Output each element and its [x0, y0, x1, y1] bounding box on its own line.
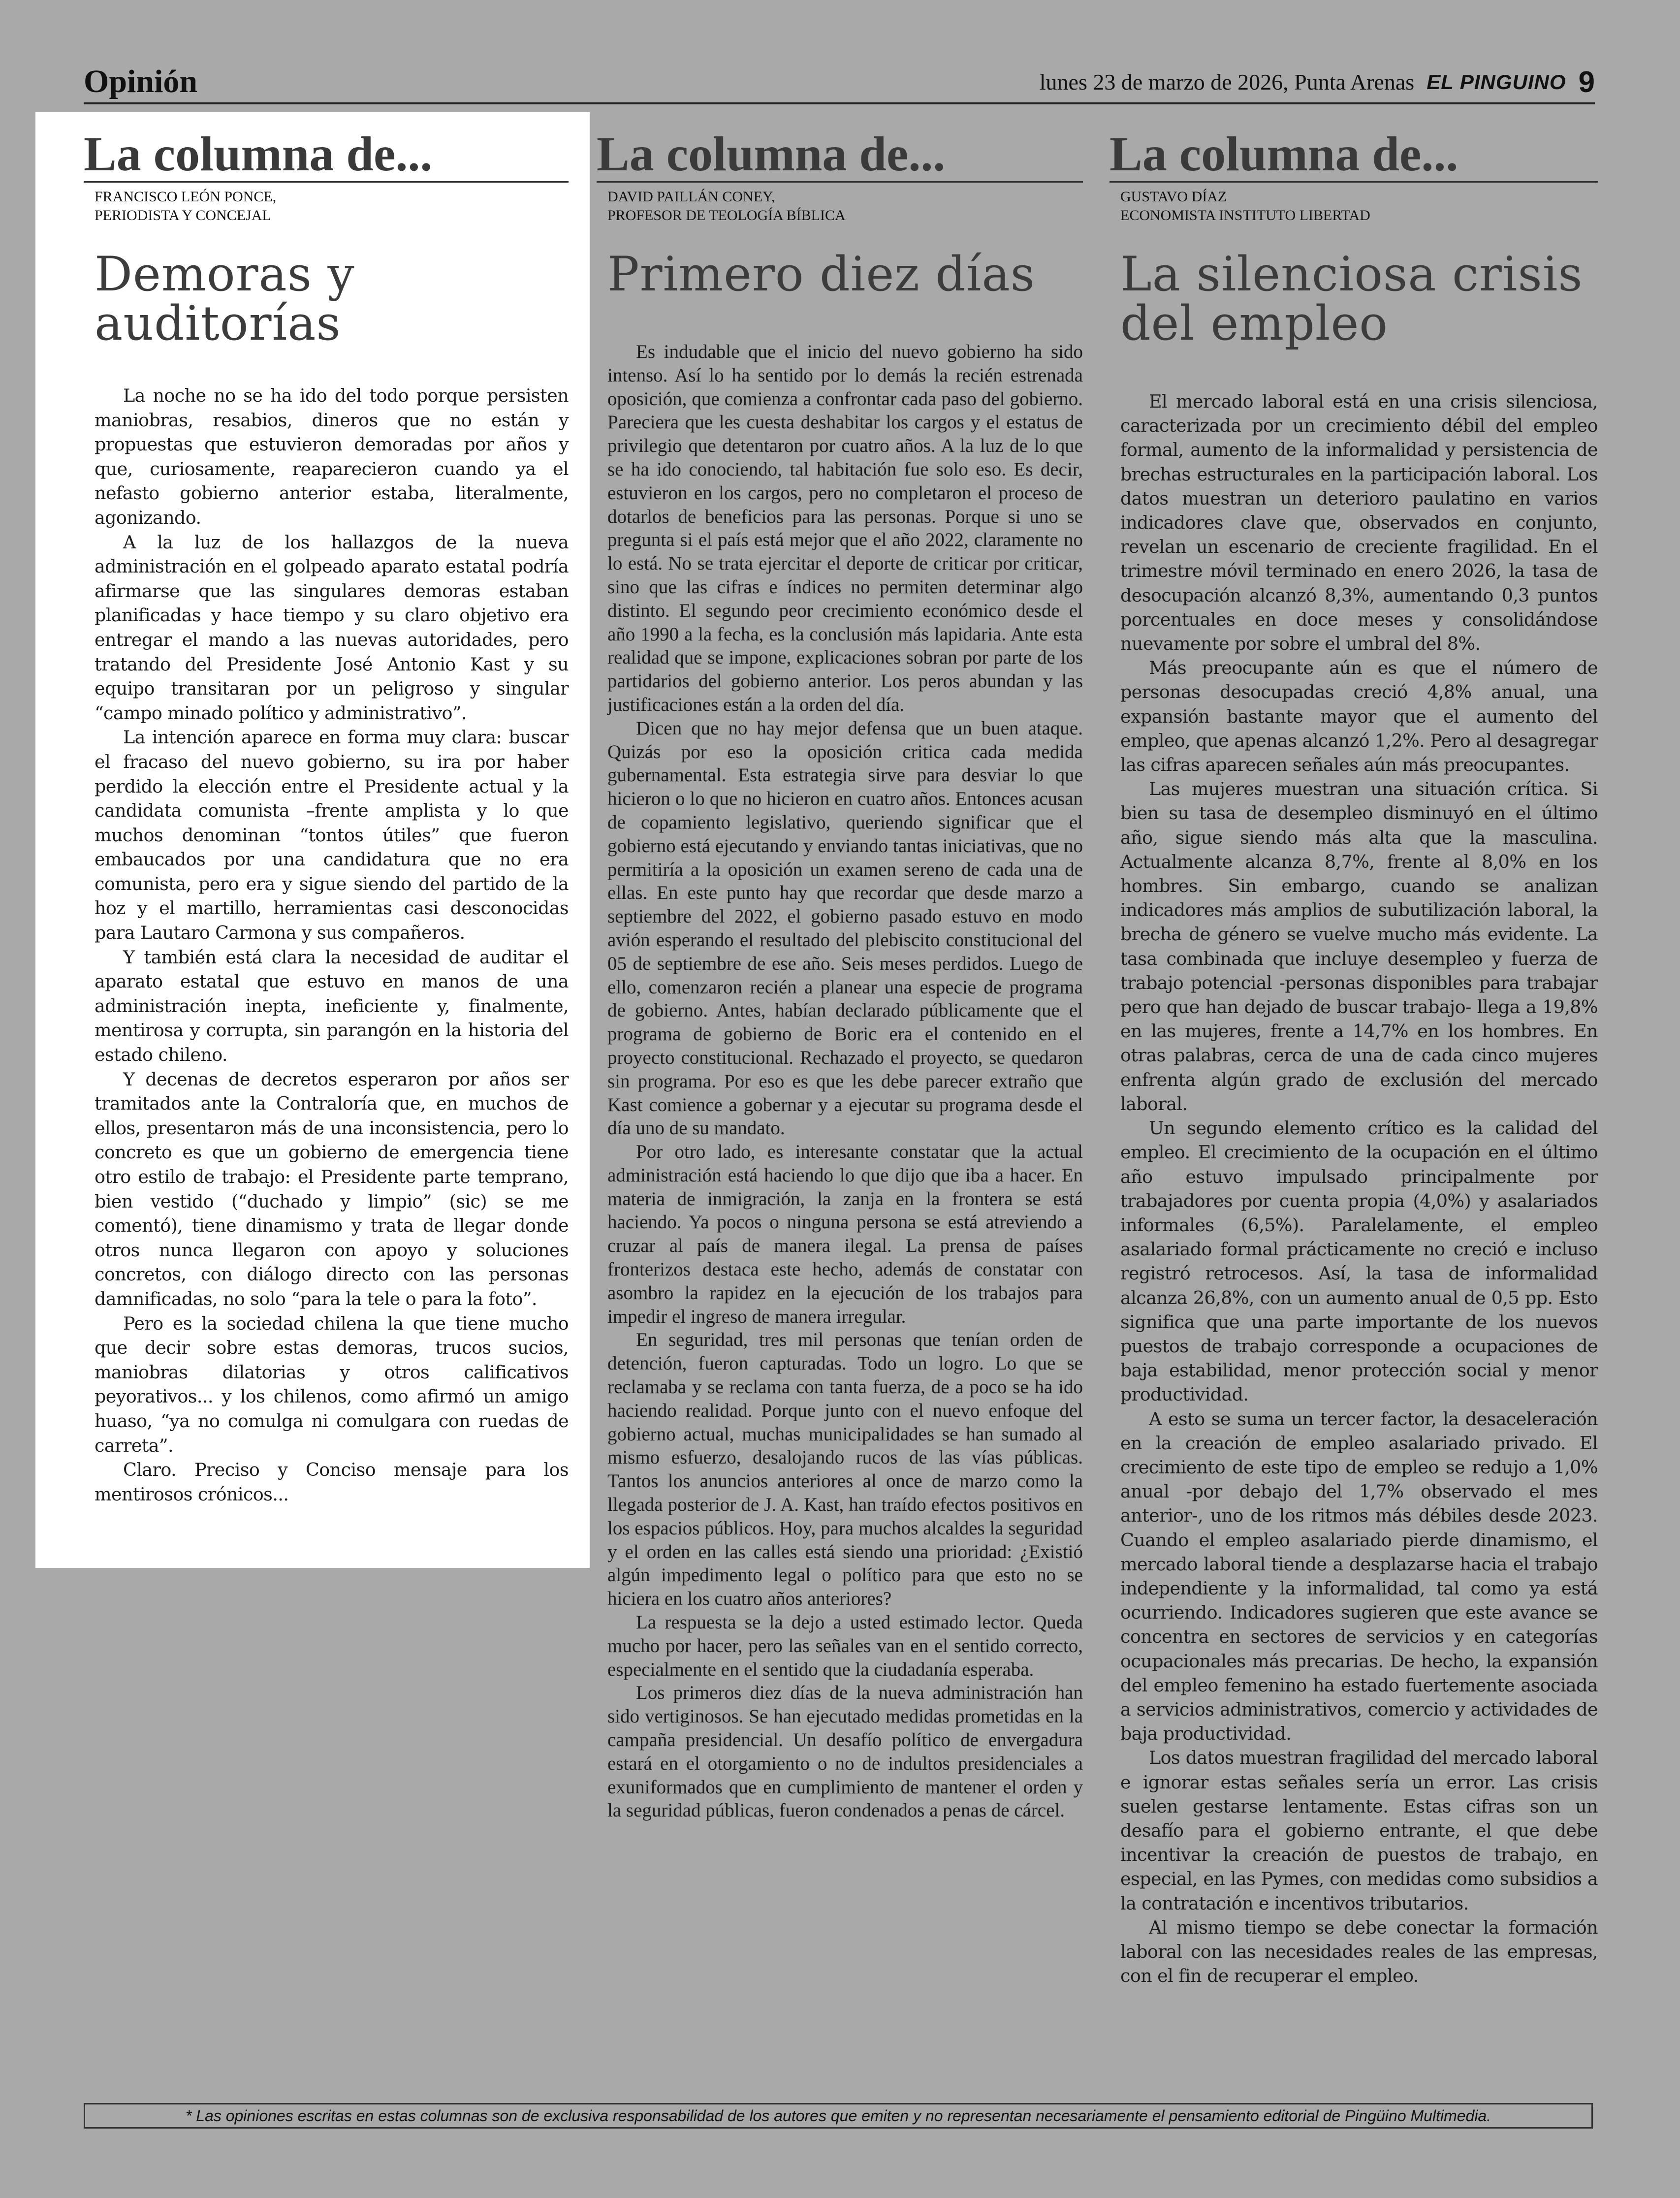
article-body — [1120, 389, 1598, 1988]
article-title: Demoras y auditorías — [95, 247, 355, 351]
paragraph: Más preocupante aún es que el número de personas desocupadas creció 4,8% anual, una expansión bastante mayor que el aumento del empleo, que apenas alcanzó 1,2%. Pero al desagregar las cifras aparecen señales aún más preocupantes. — [1120, 657, 1598, 776]
paragraph: Claro. Preciso y Conciso mensaje para los mentirosos crónicos... — [95, 1459, 569, 1505]
column-1 — [84, 127, 569, 1506]
author-role: PERIODISTA Y CONCEJAL — [95, 207, 271, 223]
paragraph: Al mismo tiempo se debe conectar la formación laboral con las necesidades reales de las empresas, con el fin de recuperar el empleo. — [1120, 1916, 1598, 1987]
paragraph: A esto se suma un tercer factor, la desaceleración en la creación de empleo asalariado privado. El crecimiento de este tipo de empleo se redujo a 1,0% anual -por debajo del 1,7% observado el mes anterior-, uno de los ritmos más débiles desde 2023. Cuando el empleo asalariado pierde dinamismo, el mercado laboral tiende a desplazarse hacia el trabajo independiente y la informalidad, tal como ya está ocurriendo. Indicadores sugieren que este avance se concentra en sectores de servicios y en categorías ocupacionales más precarias. De hecho, la expansión del empleo femenino ha estado fuertemente asociada a servicios administrativos, comercio y actividades de baja productividad. — [1120, 1408, 1598, 1745]
paragraph: El mercado laboral está en una crisis silenciosa, caracterizada por un crecimiento débil del empleo formal, aumento de la informalidad y persistencia de brechas estructurales en la participación laboral. Los datos muestran un deterioro paulatino en varios indicadores clave que, observados en conjunto, revelan un escenario de creciente fragilidad. En el trimestre móvil terminado en enero 2026, la tasa de desocupación alcanzó 8,3%, aumentando 0,3 puntos porcentuales en doce meses y consolidándose nuevamente por sobre el umbral del 8%. — [1120, 391, 1598, 655]
column-3 — [1109, 127, 1598, 1988]
paragraph: Los primeros diez días de la nueva administración han sido vertiginosos. Se han ejecutado medidas prometidas en la campaña presidencial. Un desafío político de envergadura estará en el otorgamiento o no de indultos presidenciales a exuniformados que en cumplimiento de mantener el orden y la seguridad públicas, fueron condenados a penas de cárcel. — [607, 1682, 1083, 1821]
header-info — [1040, 65, 1595, 99]
author-name: DAVID PAILLÁN CONEY, — [607, 189, 775, 205]
article-body — [95, 383, 569, 1506]
paragraph: Las mujeres muestran una situación crítica. Si bien su tasa de desempleo disminuyó en el último año, sigue siendo más alta que la masculina. Actualmente alcanza 8,7%, frente al 8,0% en los hombres. Sin embargo, cuando se analizan indicadores más amplios de subutilización laboral, la brecha de género se vuelve mucho más evidente. La tasa combinada que incluye desempleo y fuerza de trabajo potencial -personas disponibles para trabajar pero que han dejado de buscar trabajo- llega a 19,8% en las mujeres, frente a 14,7% en los hombres. En otras palabras, cerca de una de cada cinco mujeres enfrenta algún grado de exclusión del mercado laboral. — [1120, 778, 1598, 1115]
disclaimer-footer: * Las opiniones escritas en estas columnas son de exclusiva responsabilidad de los autores que emiten y no representan necesariamente el pensamiento editorial de Pingüino Multimedia. — [84, 2103, 1593, 2129]
author-role: PROFESOR DE TEOLOGÍA BÍBLICA — [607, 207, 846, 223]
author-name: FRANCISCO LEÓN PONCE, — [95, 189, 277, 205]
author-name: GUSTAVO DÍAZ — [1120, 189, 1227, 205]
column-header: La columna de... — [84, 127, 569, 183]
section-name: Opinión — [84, 64, 198, 99]
paragraph: Los datos muestran fragilidad del mercado laboral e ignorar estas señales sería un error. Las crisis suelen gestarse lentamente. Estas cifras son un desafío para el gobierno entrante, el que debe incentivar la creación de puestos de trabajo, en especial, en las Pymes, con medidas como subsidios a la contratación e incentivos tributarios. — [1120, 1747, 1598, 1914]
paragraph: Pero es la sociedad chilena la que tiene mucho que decir sobre estas demoras, trucos sucios, maniobras dilatorias y otros calificativos peyorativos... y los chilenos, como afirmó un amigo huaso, “ya no comulga ni comulgara con ruedas de carreta”. — [95, 1312, 569, 1456]
column-header: La columna de... — [1109, 127, 1598, 183]
page-header — [84, 58, 1595, 104]
paragraph: Por otro lado, es interesante constatar que la actual administración está haciendo lo que dijo que iba a hacer. En materia de inmigración, la zanja en la frontera se está haciendo. Ya pocos o ninguna persona se está atreviendo a cruzar al país de manera ilegal. La prensa de países fronterizos destaca este hecho, además de constatar con asombro la rapidez en la ejecución de los trabajos para impedir el ingreso de manera irregular. — [607, 1141, 1083, 1327]
paragraph: Y decenas de decretos esperaron por años ser tramitados ante la Contraloría que, en muchos de ellos, presentaron más de una inconsistencia, pero lo concreto es que un gobierno de emergencia tiene otro estilo de trabajo: el Presidente parte temprano, bien vestido (“duchado y limpio” (sic) se me comentó), tiene dinamismo y trata de llegar donde otros nunca llegaron con apoyo y soluciones concretos, con diálogo directo con las personas damnificadas, no solo “para la tele o para la foto”. — [95, 1068, 569, 1309]
article-title: La silenciosa crisis del empleo — [1120, 247, 1583, 351]
article-body — [607, 340, 1083, 1822]
column-2 — [597, 127, 1083, 1822]
paragraph: A la luz de los hallazgos de la nueva administración en el golpeado aparato estatal podría afirmarse que las singulares demoras estaban planificadas y hace tiempo y su claro objetivo era entregar el mando a las nuevas autoridades, pero tratando del Presidente José Antonio Kast y su equipo transitaran por un peligroso y singular “campo minado político y administrativo”. — [95, 531, 569, 724]
author-role: ECONOMISTA INSTITUTO LIBERTAD — [1120, 207, 1370, 223]
paragraph: La intención aparece en forma muy clara: buscar el fracaso del nuevo gobierno, su ira por haber perdido la elección entre el Presidente actual y la candidata comunista –frente amplista y lo que muchos denominan “tontos útiles” que fueron embaucados por una candidatura que no era comunista, pero era y sigue siendo del partido de la hoz y el martillo, herramientas casi desconocidas para Lautaro Carmona y sus compañeros. — [95, 727, 569, 944]
paragraph: La noche no se ha ido del todo porque persisten maniobras, resabios, dineros que no están y propuestas que estuvieron demoradas por años y que, curiosamente, reaparecieron cuando ya el nefasto gobierno anterior estaba, literalmente, agonizando. — [95, 385, 569, 528]
column-header: La columna de... — [597, 127, 1083, 183]
paragraph: Dicen que no hay mejor defensa que un buen ataque. Quizás por eso la oposición critica cada medida gubernamental. Esta estrategia sirve para desviar lo que hicieron o lo que no hicieron en cuatro años. Entonces acusan de copamiento legislativo, queriendo significar que el gobierno está ejecutando y enviando tantas iniciativas, que no permitiría a la oposición un examen sereno de cada una de ellas. En este punto hay que recordar que desde marzo a septiembre del 2022, el gobierno pasado estuvo en modo avión esperando el resultado del plebiscito constitucional del 05 de septiembre de ese año. Seis meses perdidos. Luego de ello, comenzaron recién a planear una especie de programa de gobierno. Antes, habían declarado públicamente que el programa de gobierno de Boric era el contenido en el proyecto constitucional. Rechazado el proyecto, se quedaron sin programa. Por eso es que les debe parecer extraño que Kast comience a gobernar y a ejecutar su programa desde el día uno de su mandato. — [607, 717, 1083, 1139]
paragraph: En seguridad, tres mil personas que tenían orden de detención, fueron capturadas. Todo un logro. Lo que se reclamaba y se reclama con tanta fuerza, de a poco se ha ido haciendo realidad. Porque junto con el nuevo enfoque del gobierno actual, muchas municipalidades se han sumado al mismo esfuerzo, desalojando rucos de las vías públicas. Tantos los anuncios anteriores al once de marzo como la llegada posterior de J. A. Kast, han traído efectos positivos en los espacios públicos. Hoy, para muchos alcaldes la seguridad y el orden en las calles está siendo una prioridad: ¿Existió algún impedimento legal o político para que esto no se hiciera en los cuatro años anteriores? — [607, 1329, 1083, 1610]
author — [1120, 188, 1598, 225]
author — [95, 188, 569, 225]
paragraph: Un segundo elemento crítico es la calidad del empleo. El crecimiento de la ocupación en el último año estuvo impulsado principalmente por trabajadores por cuenta propia (4,0%) y asalariados informales (6,5%). Paralelamente, el empleo asalariado formal prácticamente no creció e incluso registró retrocesos. Así, la tasa de informalidad alcanza 26,8%, con un aumento anual de 0,5 pp. Esto significa que una parte importante de los nuevos puestos de trabajo corresponde a ocupaciones de baja estabilidad, menor protección social y menor productividad. — [1120, 1117, 1598, 1405]
brand-logo: EL PINGUINO — [1426, 70, 1566, 94]
paragraph: Y también está clara la necesidad de auditar el aparato estatal que estuvo en manos de una administración inepta, ineficiente y, finalmente, mentirosa y corrupta, sin parangón en la historia del estado chileno. — [95, 946, 569, 1066]
page-number: 9 — [1578, 65, 1595, 98]
date-place: lunes 23 de marzo de 2026, Punta Arenas — [1039, 69, 1415, 95]
paragraph: Es indudable que el inicio del nuevo gobierno ha sido intenso. Así lo ha sentido por lo demás la recién estrenada oposición, que comienza a confrontar cada paso del gobierno. Pareciera que les cuesta deshabitar los cargos y el estatus de privilegio que detentaron por cuatro años. A la luz de lo que se ha ido conociendo, tal habitación fue solo eso. Es decir, estuvieron en los cargos, pero no completaron el proceso de dotarlos de beneficios para las personas. Porque si uno se pregunta si el país está mejor que el año 2022, claramente no lo está. No se trata ejercitar el deporte de criticar por criticar, sino que las cifras e índices no permiten determinar algo distinto. El segundo peor crecimiento económico desde el año 1990 a la fecha, es la conclusión más lapidaria. Ante esta realidad que se impone, explicaciones sobran por parte de los partidarios del gobierno anterior. Los peros abundan y las justificaciones están a la orden del día. — [607, 341, 1083, 715]
paragraph: La respuesta se la dejo a usted estimado lector. Queda mucho por hacer, pero las señales van en el sentido correcto, especialmente en el sentido que la ciudadanía esperaba. — [607, 1612, 1083, 1680]
author — [607, 188, 1083, 225]
article-title: Primero diez días — [607, 247, 1035, 302]
